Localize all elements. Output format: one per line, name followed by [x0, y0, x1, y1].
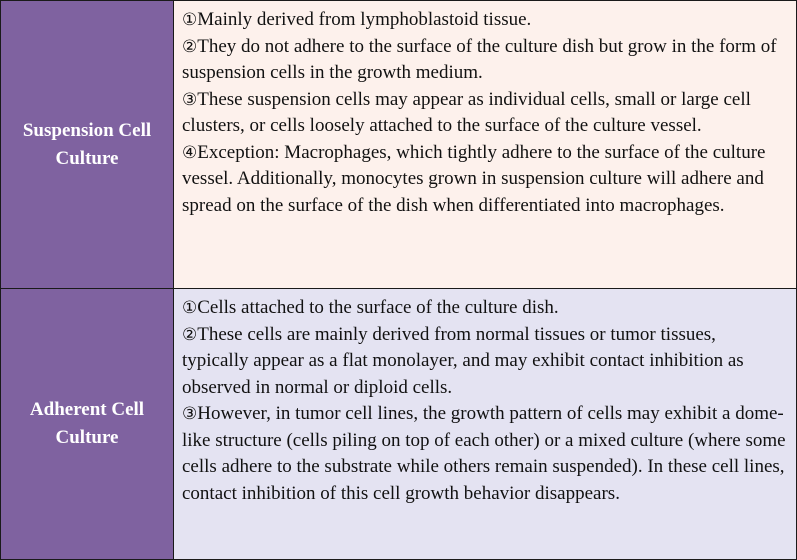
list-item: ④Exception: Macrophages, which tightly adhere to the surface of the culture vessel. Additionally, monocytes grown in suspension culture will adhere and spread on the surface of the dish when differentiated into macrophages. [182, 141, 766, 216]
list-item: ③These suspension cells may appear as individual cells, small or large cell clusters, or cells loosely attached to the surface of the culture vessel. [182, 88, 751, 136]
row-label-adherent [1, 289, 173, 559]
row-label-text: Suspension Cell Culture [22, 119, 152, 169]
row-content-suspension [173, 1, 796, 289]
list-item: ③However, in tumor cell lines, the growth pattern of cells may exhibit a dome-like structure (cells piling on top of each other) or a mixed culture (where some cells adhere to the substrate while others remain suspended). In these cell lines, contact inhibition of this cell growth behavior disappears. [182, 403, 786, 504]
row-label-suspension [1, 1, 173, 289]
list-item: ②These cells are mainly derived from normal tissues or tumor tissues, typically appear as a flat monolayer, and may exhibit contact inhibition as observed in normal or diploid cells. [182, 323, 744, 398]
list-item: ②They do not adhere to the surface of the culture dish but grow in the form of suspension cells in the growth medium. [182, 35, 777, 83]
list-item: ①Cells attached to the surface of the culture dish. [182, 297, 559, 318]
list-item: ①Mainly derived from lymphoblastoid tissue. [182, 9, 532, 30]
row-content-adherent [173, 289, 796, 559]
row-label-text: Adherent Cell Culture [29, 399, 145, 448]
